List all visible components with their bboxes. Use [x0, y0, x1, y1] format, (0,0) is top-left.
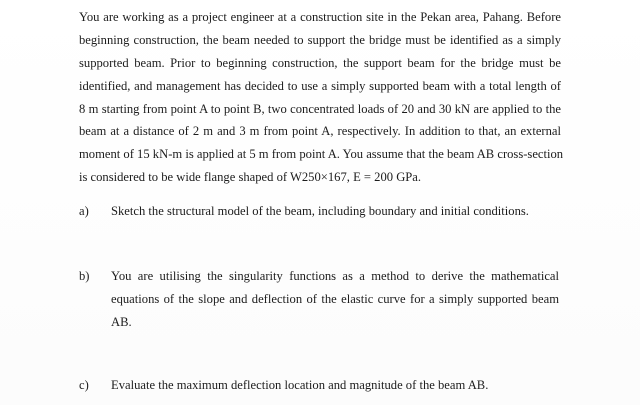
- question-line: equations of the slope and deflection of the elastic curve for a simply supported beam: [111, 291, 559, 306]
- question-line: AB.: [111, 314, 132, 329]
- question-b-text: [111, 265, 559, 334]
- statement-line: 8 m starting from point A to point B, two concentrated loads of 20 and 30 kN are applied to the: [79, 101, 561, 116]
- statement-line: beginning construction, the beam needed to support the bridge must be identified as a simply: [79, 32, 561, 47]
- statement-line: moment of 15 kN-m is applied at 5 m from point A. You assume that the beam AB cross-section: [79, 147, 564, 162]
- question-a-label: a): [79, 204, 89, 218]
- statement-line: beam at a distance of 2 m and 3 m from point A, respectively. In addition to that, an external: [79, 124, 561, 139]
- question-a-text: [111, 200, 559, 223]
- statement-line: identified, and management has decided to use a simply supported beam with a total length of: [79, 78, 561, 93]
- question-c-label: c): [79, 378, 89, 392]
- question-b-label: b): [79, 269, 90, 283]
- problem-statement: [79, 6, 564, 189]
- statement-line: You are working as a project engineer at a construction site in the Pekan area, Pahang. Before: [79, 10, 561, 24]
- question-c-text: [111, 374, 559, 397]
- statement-line: supported beam. Prior to beginning construction, the support beam for the bridge must be: [79, 55, 561, 70]
- question-line: Sketch the structural model of the beam, including boundary and initial conditions.: [111, 204, 529, 218]
- question-c: [79, 374, 561, 397]
- question-line: You are utilising the singularity functions as a method to derive the mathematical: [111, 269, 559, 283]
- question-a: [79, 200, 561, 223]
- question-line: Evaluate the maximum deflection location and magnitude of the beam AB.: [111, 378, 489, 392]
- question-b: [79, 265, 561, 335]
- statement-line: is considered to be wide flange shaped of W250×167, E = 200 GPa.: [79, 170, 422, 185]
